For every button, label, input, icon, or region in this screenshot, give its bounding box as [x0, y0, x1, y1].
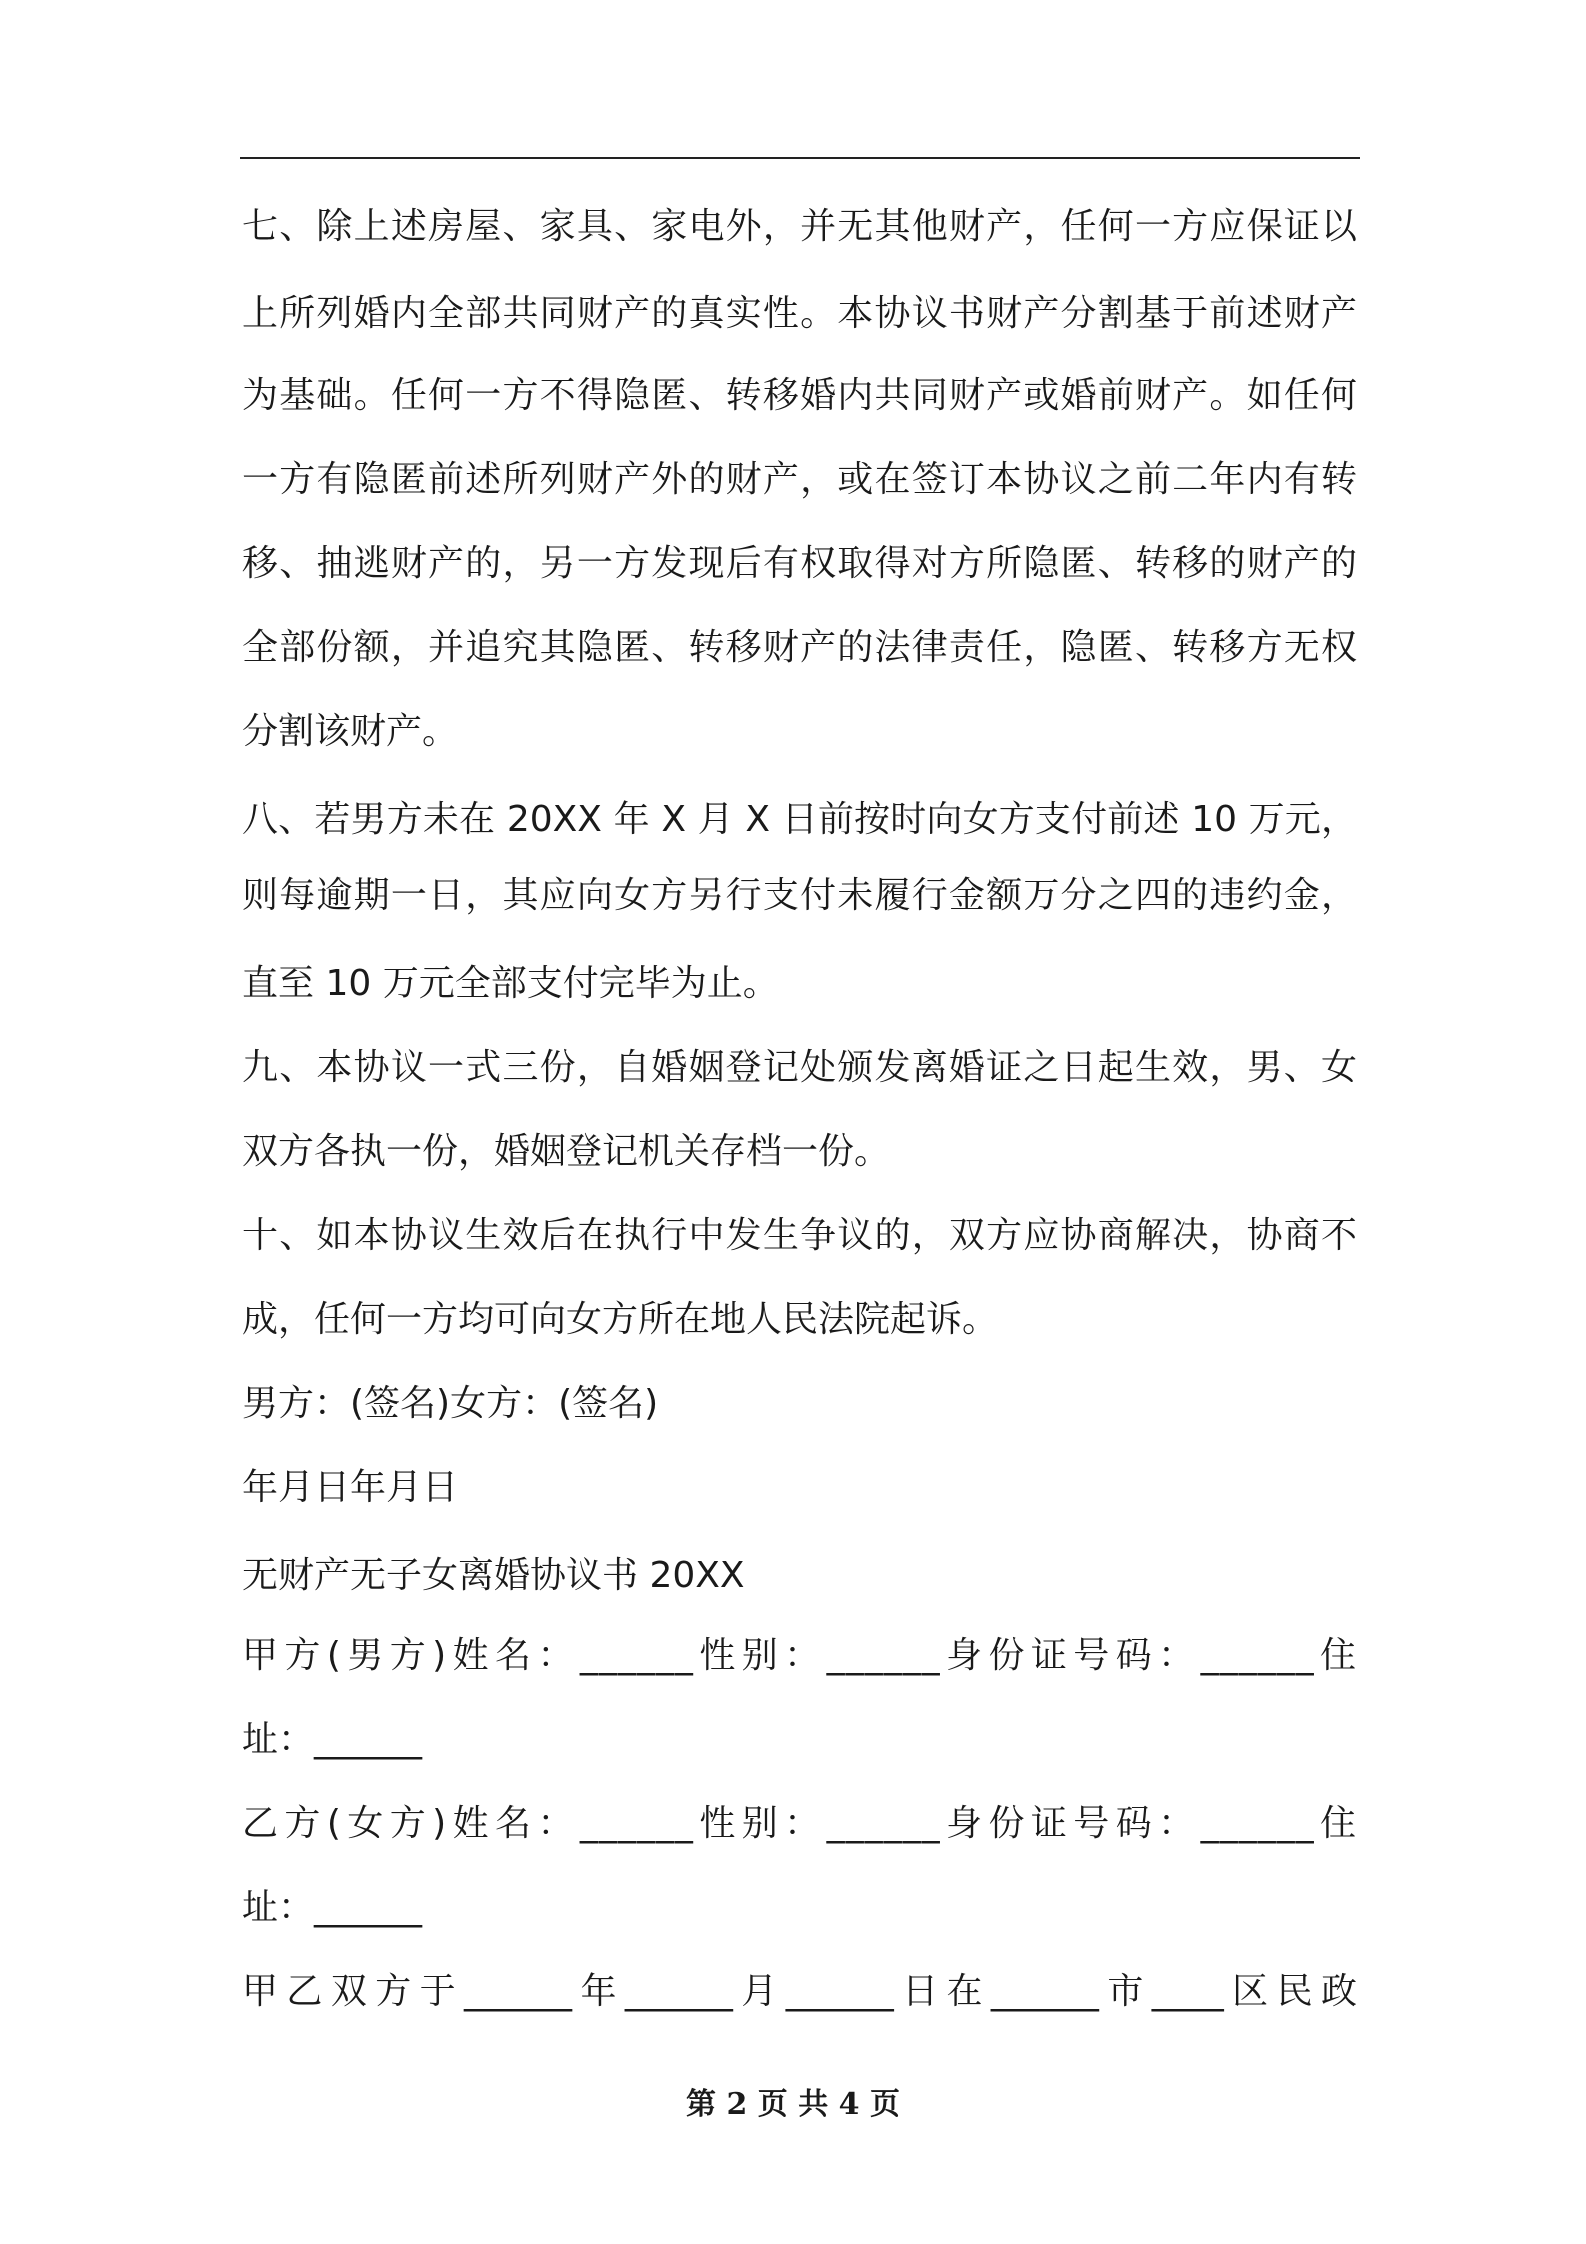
clause-10-line-2: 成，任何一方均可向女方所在地人民法院起诉。 — [242, 1299, 999, 1340]
signature-line: 男方：(签名)女方：(签名) — [242, 1383, 659, 1424]
date-line: 年月日年月日 — [242, 1467, 459, 1508]
clause-8-line-3: 直至 10 万元全部支付完毕为止。 — [242, 963, 779, 1004]
clause-10-line-1: 十、如本协议生效后在执行中发生争议的，双方应协商解决，协商不 — [242, 1215, 1357, 1256]
page-number-footer: 第 2 页 共 4 页 — [686, 2087, 900, 2122]
clause-7-line-7: 分割该财产。 — [242, 711, 459, 752]
clause-7-line-3: 为基础。任何一方不得隐匿、转移婚内共同财产或婚前财产。如任何 — [242, 375, 1357, 416]
party-b-line-1: 乙方(女方)姓名：______性别：______身份证号码：______住 — [242, 1803, 1357, 1844]
clause-7-line-6: 全部份额，并追究其隐匿、转移财产的法律责任，隐匿、转移方无权 — [242, 627, 1357, 668]
clause-7-line-5: 移、抽逃财产的，另一方发现后有权取得对方所隐匿、转移的财产的 — [242, 543, 1357, 584]
clause-9-line-1: 九、本协议一式三份，自婚姻登记处颁发离婚证之日起生效，男、女 — [242, 1047, 1357, 1088]
party-a-line-1: 甲方(男方)姓名：______性别：______身份证号码：______住 — [242, 1635, 1357, 1676]
clause-9-line-2: 双方各执一份，婚姻登记机关存档一份。 — [242, 1131, 891, 1172]
party-a-line-2: 址：______ — [242, 1719, 423, 1760]
header-rule — [240, 157, 1360, 159]
clause-8-line-2: 则每逾期一日，其应向女方另行支付未履行金额万分之四的违约金， — [242, 875, 1357, 916]
party-b-line-2: 址：______ — [242, 1887, 423, 1928]
agreement-start-line: 甲乙双方于______年______月______日在______市____区民政 — [242, 1971, 1357, 2012]
clause-7-line-2: 上所列婚内全部共同财产的真实性。本协议书财产分割基于前述财产 — [242, 293, 1357, 334]
clause-7-line-4: 一方有隐匿前述所列财产外的财产，或在签订本协议之前二年内有转 — [242, 459, 1357, 500]
second-document-title: 无财产无子女离婚协议书 20XX — [242, 1555, 745, 1596]
clause-7-line-1: 七、除上述房屋、家具、家电外，并无其他财产，任何一方应保证以 — [242, 206, 1357, 247]
clause-8-line-1: 八、若男方未在 20XX 年 X 月 X 日前按时向女方支付前述 10 万元， — [242, 799, 1357, 840]
